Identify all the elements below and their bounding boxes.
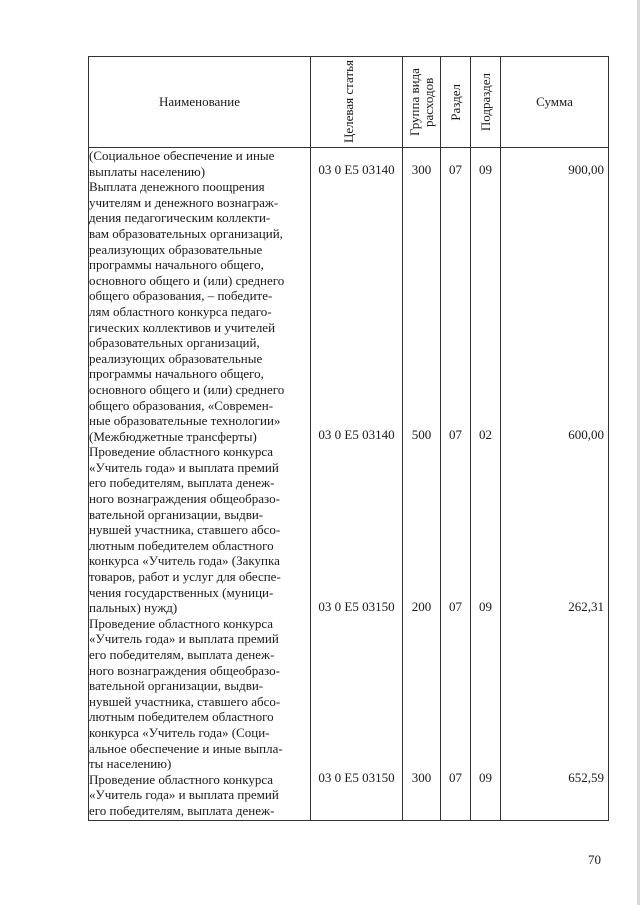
section-cell	[441, 148, 471, 821]
target-value: 03 0 E5 03140	[318, 427, 395, 442]
name-line: общего образования, «Современ-	[89, 397, 274, 413]
name-line: общего образования, – победите-	[89, 288, 273, 304]
name-line: ты населению)	[89, 756, 172, 772]
name-line: «Учитель года» и выплата премий	[89, 631, 279, 647]
name-line: нувшей участника, ставшего абсо-	[89, 693, 281, 709]
subsection-value: 09	[479, 770, 492, 785]
name-line: альное обеспечение и иные выпла-	[89, 740, 283, 756]
section-value: 07	[449, 599, 462, 614]
header-name: Наименование	[89, 57, 311, 148]
group-cell	[403, 148, 441, 821]
subsection-cell	[471, 148, 501, 821]
name-line: его победителям, выплата денеж-	[89, 802, 275, 818]
table-header-row	[89, 57, 609, 148]
name-line: вательной организации, выдви-	[89, 678, 264, 694]
name-line: ные образовательные технологии»	[89, 413, 281, 429]
sum-column	[501, 148, 608, 820]
header-subsection-label: Подраздел	[477, 72, 493, 132]
header-subsection	[471, 57, 501, 148]
name-line: программы начального общего,	[89, 257, 264, 273]
name-line: пальных) нужд)	[89, 600, 178, 616]
name-line: его победителям, выплата денеж-	[89, 647, 275, 662]
name-line: (Социальное обеспечение и иные	[89, 148, 275, 163]
sum-value: 900,00	[568, 162, 604, 177]
name-line: лютным победителем областного	[89, 709, 274, 725]
name-line: выплаты населению)	[89, 163, 206, 179]
budget-table	[88, 56, 609, 821]
header-section	[441, 57, 471, 148]
name-line: конкурса «Учитель года» (Закупка	[89, 553, 280, 569]
name-line: реализующих образовательные	[89, 350, 263, 366]
name-line: вам образовательных организаций,	[89, 225, 283, 241]
sum-cell	[501, 148, 609, 821]
group-value: 500	[411, 427, 432, 442]
section-column	[441, 148, 470, 820]
header-expense-group-label: Группа вида расходов	[406, 68, 436, 136]
name-line: (Межбюджетные трансферты)	[89, 428, 257, 444]
name-line: ного вознаграждения общеобразо-	[89, 491, 280, 507]
name-line: гических коллективов и учителей	[89, 319, 276, 335]
name-line: Проведение областного конкурса	[89, 444, 274, 460]
name-line: реализующих образовательные	[89, 241, 263, 257]
name-line: товаров, работ и услуг для обеспе-	[89, 569, 281, 585]
page-number: 70	[588, 852, 601, 867]
target-value: 03 0 E5 03140	[318, 162, 395, 177]
name-cell	[89, 148, 311, 821]
sum-value: 600,00	[568, 427, 604, 442]
subsection-column	[471, 148, 500, 820]
header-sum: Сумма	[501, 57, 609, 148]
name-line: основного общего и (или) среднего	[89, 272, 285, 288]
name-line: Проведение областного конкурса	[89, 615, 274, 631]
section-value: 07	[449, 427, 462, 442]
name-line: образовательных организаций,	[89, 335, 260, 351]
name-line: основного общего и (или) среднего	[89, 381, 285, 397]
name-line: конкурса «Учитель года» (Соци-	[89, 724, 270, 740]
name-line: «Учитель года» и выплата премий	[89, 787, 279, 803]
name-line: дения педагогическим коллекти-	[89, 210, 271, 226]
group-value: 300	[411, 162, 432, 177]
header-target-label: Целевая статья	[340, 60, 356, 144]
header-section-label: Раздел	[447, 83, 463, 121]
sum-value: 652,59	[568, 770, 604, 785]
name-line: чения государственных (муници-	[89, 584, 274, 600]
target-column	[311, 148, 402, 820]
name-line: учителям и денежного вознаграж-	[89, 194, 279, 210]
subsection-value: 09	[479, 599, 492, 614]
name-line: программы начального общего,	[89, 366, 264, 382]
name-line: нувшей участника, ставшего абсо-	[89, 522, 281, 538]
header-target	[311, 57, 403, 148]
target-value: 03 0 E5 03150	[318, 770, 395, 785]
target-cell	[311, 148, 403, 821]
name-line: Выплата денежного поощрения	[89, 179, 265, 195]
name-line: лям областного конкурса педаго-	[89, 303, 272, 319]
name-line: вательной организации, выдви-	[89, 506, 264, 522]
name-line: лютным победителем областного	[89, 537, 274, 553]
subsection-value: 09	[479, 162, 492, 177]
section-value: 07	[449, 770, 462, 785]
name-line: его победителям, выплата денеж-	[89, 475, 275, 491]
group-value: 300	[411, 770, 432, 785]
name-line: ного вознаграждения общеобразо-	[89, 662, 280, 678]
section-value: 07	[449, 162, 462, 177]
table-body-row	[89, 148, 609, 821]
group-value: 200	[411, 599, 432, 614]
name-line: Проведение областного конкурса	[89, 771, 274, 787]
subsection-value: 02	[479, 427, 492, 442]
target-value: 03 0 E5 03150	[318, 599, 395, 614]
sum-value: 262,31	[568, 599, 604, 614]
name-line: «Учитель года» и выплата премий	[89, 459, 279, 475]
group-column	[403, 148, 440, 820]
header-expense-group	[403, 57, 441, 148]
